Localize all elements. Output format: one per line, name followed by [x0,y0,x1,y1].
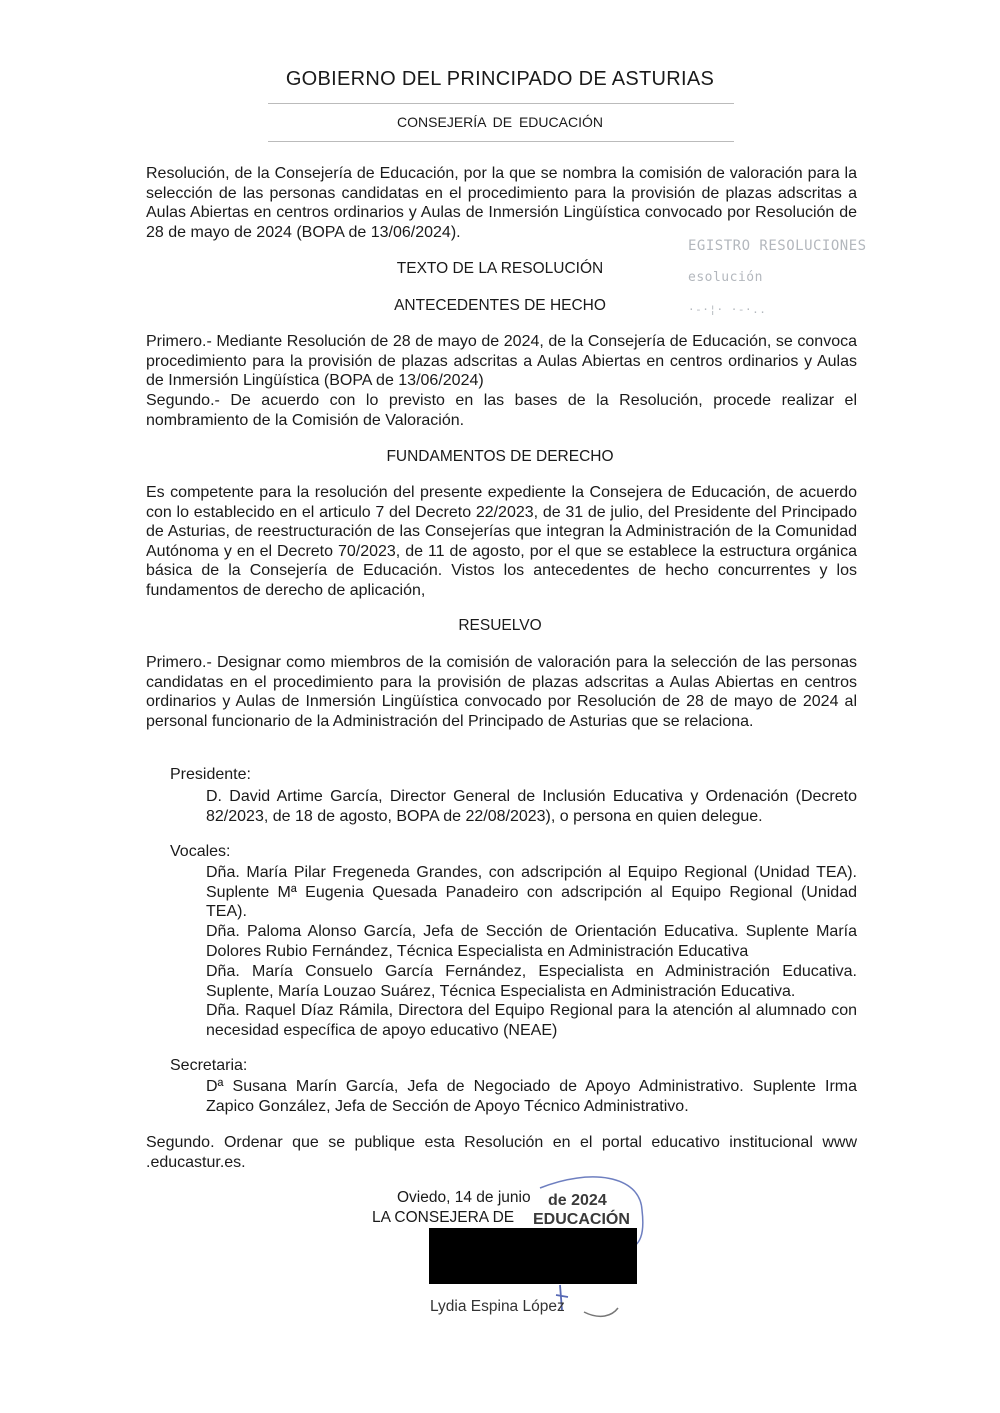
signature-role: LA CONSEJERA DE [372,1209,515,1226]
resuelvo-segundo: Segundo. Ordenar que se publique esta Resolución en el portal educativo institucional www .educastur.es. [146,1134,857,1171]
header-title: GOBIERNO DEL PRINCIPADO DE ASTURIAS [285,68,715,90]
signature-seal-year: de 2024 [548,1192,607,1209]
vocales-label: Vocales: [170,843,231,860]
intro-paragraph: Resolución, de la Consejería de Educación, por la que se nombra la comisión de valoración para la selección de las personas candidatas en el procedimiento para la provisión de plazas adscritas a Aulas Abiertas en centros ordinarios y Aulas de Inmersión Lingüística convocado por Resolución de 28 de mayo de 2024 (BOPA de 13/06/2024). [146,165,857,241]
vocal-entry: Dña. María Consuelo García Fernández, Especialista en Administración Educativa. Suplente, María Louzao Suárez, Técnica Especialista en Administración Educativa. [206,963,857,1000]
registry-stamp-line2: esolución [688,270,763,285]
heading-texto: TEXTO DE LA RESOLUCIÓN [396,260,604,277]
secretaria-entry: Dª Susana Marín García, Jefa de Negociado de Apoyo Administrativo. Suplente Irma Zapico González, Jefa de Sección de Apoyo Técnico Administrativo. [206,1078,857,1115]
antecedentes-segundo: Segundo.- De acuerdo con lo previsto en las bases de la Resolución, procede realizar el nombramiento de la Comisión de Valoración. [146,392,857,429]
signer-name: Lydia Espina López [430,1298,565,1315]
secretaria-label: Secretaria: [170,1057,248,1074]
heading-fundamentos: FUNDAMENTOS DE DERECHO [386,448,614,465]
presidente-label: Presidente: [170,766,251,783]
signature-seal-role: EDUCACIÓN [533,1211,630,1228]
registry-stamp-line3: ·-·¦· ·-·.. [688,303,767,316]
presidente-entry: D. David Artime García, Director General de Inclusión Educativa y Ordenación (Decreto 82/2023, de 18 de agosto, BOPA de 22/08/2023), o persona en quien delegue. [206,788,857,825]
registry-stamp-line1: EGISTRO RESOLUCIONES [688,238,867,254]
antecedentes-primero: Primero.- Mediante Resolución de 28 de mayo de 2024, de la Consejería de Educación, se convoca procedimiento para la provisión de plazas adscritas a Aulas Abiertas en centros ordinarios y Aulas de Inmersión Lingüística (BOPA de 13/06/2024) [146,333,857,389]
signature-place-date: Oviedo, 14 de junio [397,1189,531,1206]
heading-resuelvo: RESUELVO [458,617,542,634]
heading-antecedentes: ANTECEDENTES DE HECHO [394,297,606,314]
signature-redaction [429,1228,637,1284]
header-divider-top [268,103,734,104]
fundamentos-paragraph: Es competente para la resolución del presente expediente la Consejera de Educación, de acuerdo con lo establecido en el articulo 7 del Decreto 22/2023, de 31 de julio, del Presidente del Principado de Asturias, de reestructuración de las Consejerías que integran la Administración de la Comunidad Autónoma y en el Decreto 70/2023, de 11 de agosto, por el que se establece la estructura orgánica básica de la Consejería de Educación. Vistos los antecedentes de hecho concurrentes y los fundamentos de derecho de aplicación, [146,484,857,599]
vocal-entry: Dña. Raquel Díaz Rámila, Directora del Equipo Regional para la atención al alumnado con necesidad específica de apoyo educativo (NEAE) [206,1002,857,1039]
header-divider-bottom [268,141,734,142]
vocal-entry: Dña. María Pilar Fregeneda Grandes, con adscripción al Equipo Regional (Unidad TEA). Suplente Mª Eugenia Quesada Panadeiro con adscripción al Equipo Regional (Unidad TEA). [206,864,857,920]
vocal-entry: Dña. Paloma Alonso García, Jefa de Sección de Orientación Educativa. Suplente María Dolores Rubio Fernández, Técnica Especialista en Administración Educativa [206,923,857,960]
resuelvo-primero: Primero.- Designar como miembros de la comisión de valoración para la selección de las personas candidatas en el procedimiento para la provisión de plazas adscritas a Aulas Abiertas en centros ordinarios y Aulas de Inmersión Lingüística convocado por Resolución de 28 de mayo de 2024 al personal funcionario de la Administración del Principado de Asturias que se relaciona. [146,654,857,730]
header-subtitle: CONSEJERÍA DE EDUCACIÓN [397,114,603,130]
